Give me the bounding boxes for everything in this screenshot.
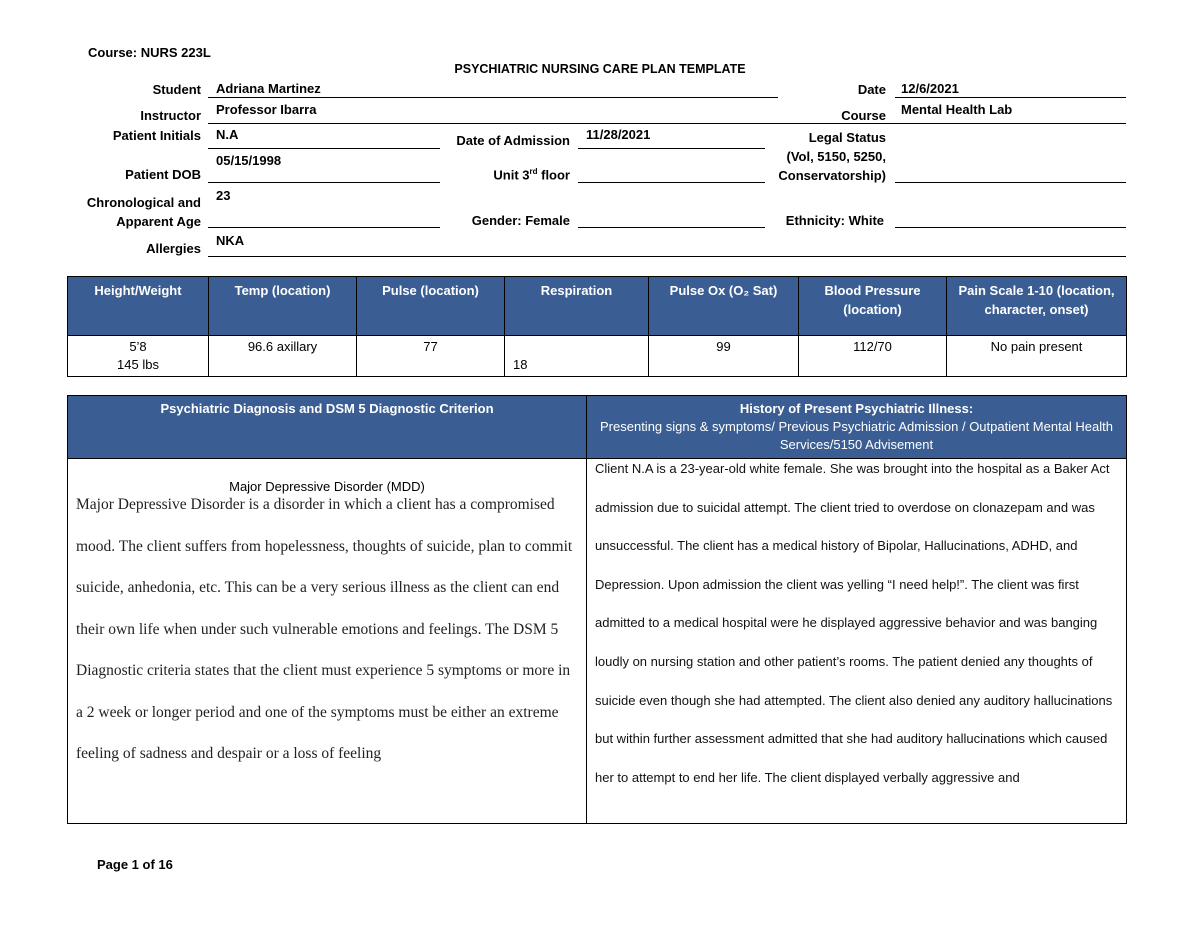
vitals-header-respiration: Respiration (505, 277, 649, 336)
student-line (208, 97, 778, 98)
diagnosis-body-row (68, 459, 1127, 824)
vitals-table (67, 276, 1127, 377)
page-title: PSYCHIATRIC NURSING CARE PLAN TEMPLATE (454, 62, 746, 76)
instructor-line (208, 123, 1126, 124)
vitals-header-pain-scale: Pain Scale 1-10 (location, character, onset) (947, 277, 1127, 336)
student-label: Student (152, 82, 201, 97)
age-line (208, 227, 440, 228)
gender-line (578, 227, 765, 228)
allergies-line (208, 256, 1126, 257)
course-header: Course: NURS 223L (88, 45, 211, 60)
diagnosis-header: Psychiatric Diagnosis and DSM 5 Diagnostic Criterion (68, 396, 587, 459)
page-number: Page 1 of 16 (97, 857, 173, 872)
history-cell[interactable] (587, 459, 1127, 824)
diagnosis-cell[interactable] (68, 459, 587, 824)
date-value[interactable]: 12/6/2021 (901, 81, 959, 96)
vitals-blood-pressure-cell[interactable]: 112/70 (799, 336, 947, 377)
unit-label: Unit 3rd floor (493, 167, 570, 183)
diagnosis-text: Major Depressive Disorder is a disorder in which a client has a compromised mood. The client suffers from hopelessness, thoughts of suicide, plan to commit suicide, anhedonia, etc. This can be a very serious illness as the client can end their own life when under such vulnerable emotions and feelings. The DSM 5 Diagnostic criteria states that the client must experience 5 symptoms or more in a 2 week or longer period and one of the symptoms must be either an extreme feeling of sadness and despair or a loss of feeling (76, 496, 573, 762)
admission-label: Date of Admission (456, 133, 570, 148)
allergies-value[interactable]: NKA (216, 233, 245, 248)
vitals-header-row (68, 277, 1127, 336)
vitals-respiration: 18 (513, 357, 528, 372)
vitals-weight: 145 lbs (117, 357, 159, 372)
patient-initials-line (208, 148, 440, 149)
vitals-header-pulse: Pulse (location) (357, 277, 505, 336)
date-label: Date (857, 82, 886, 97)
history-header: History of Present Psychiatric Illness: Presenting signs & symptoms/ Previous Psychiatric Admission / Outpatient Mental Health Services/5150 Advisement (587, 396, 1127, 459)
vitals-header-pulse-ox: Pulse Ox (O₂ Sat) (649, 277, 799, 336)
vitals-pulse-ox-cell[interactable]: 99 (649, 336, 799, 377)
vitals-temp-cell[interactable]: 96.6 axillary (209, 336, 357, 377)
vitals-height-weight-cell[interactable] (68, 336, 209, 377)
vitals-header-temp: Temp (location) (209, 277, 357, 336)
ethnicity-line (895, 227, 1126, 228)
vitals-pain-cell[interactable]: No pain present (947, 336, 1127, 377)
instructor-value[interactable]: Professor Ibarra (216, 102, 317, 117)
patient-initials-value[interactable]: N.A (216, 127, 239, 142)
dob-value[interactable]: 05/15/1998 (216, 153, 282, 168)
vitals-header-blood-pressure: Blood Pressure (location) (799, 277, 947, 336)
vitals-respiration-cell[interactable] (505, 336, 649, 377)
vitals-value-row (68, 336, 1127, 377)
course-value[interactable]: Mental Health Lab (901, 102, 1013, 117)
student-value[interactable]: Adriana Martinez (216, 81, 321, 96)
dob-label: Patient DOB (125, 167, 201, 182)
unit-line (578, 182, 765, 183)
diagnosis-table (67, 395, 1127, 824)
vitals-height: 5’8 (129, 339, 147, 354)
course-label: Course (841, 108, 886, 123)
ethnicity-label: Ethnicity: White (785, 213, 884, 228)
gender-label: Gender: Female (471, 213, 570, 228)
admission-line (578, 148, 765, 149)
date-line (895, 97, 1126, 98)
dob-line (208, 182, 440, 183)
legal-status-line (895, 182, 1126, 183)
vitals-pulse-cell[interactable]: 77 (357, 336, 505, 377)
patient-initials-label: Patient Initials (112, 128, 201, 143)
vitals-header-height-weight: Height/Weight (68, 277, 209, 336)
age-label: Chronological and Apparent Age (86, 195, 201, 229)
age-value[interactable]: 23 (216, 188, 231, 203)
history-text: Client N.A is a 23-year-old white female. She was brought into the hospital as a Baker Act admission due to suicidal attempt. The client tried to overdose on clonazepam and was unsuccessful. The client has a medical history of Bipolar, Hallucinations, ADHD, and Depression. Upon admission the client was yelling “I need help!”. The client was first admitted to a medical hospital were he displayed aggressive behavior and was banging loudly on nursing station and other patient’s rooms. The patient denied any thoughts of suicide even though she had attempted. The client also denied any auditory hallucinations but within further assessment admitted that she had auditory hallucinations which caused her to attempt to end her life. The client displayed verbally aggressive and (595, 461, 1113, 785)
instructor-label: Instructor (140, 108, 201, 123)
admission-value[interactable]: 11/28/2021 (586, 127, 651, 142)
diagnosis-title: Major Depressive Disorder (MDD) (229, 479, 425, 494)
legal-status-label: Legal Status (Vol, 5150, 5250, Conservatorship) (778, 130, 886, 183)
allergies-label: Allergies (146, 241, 201, 256)
